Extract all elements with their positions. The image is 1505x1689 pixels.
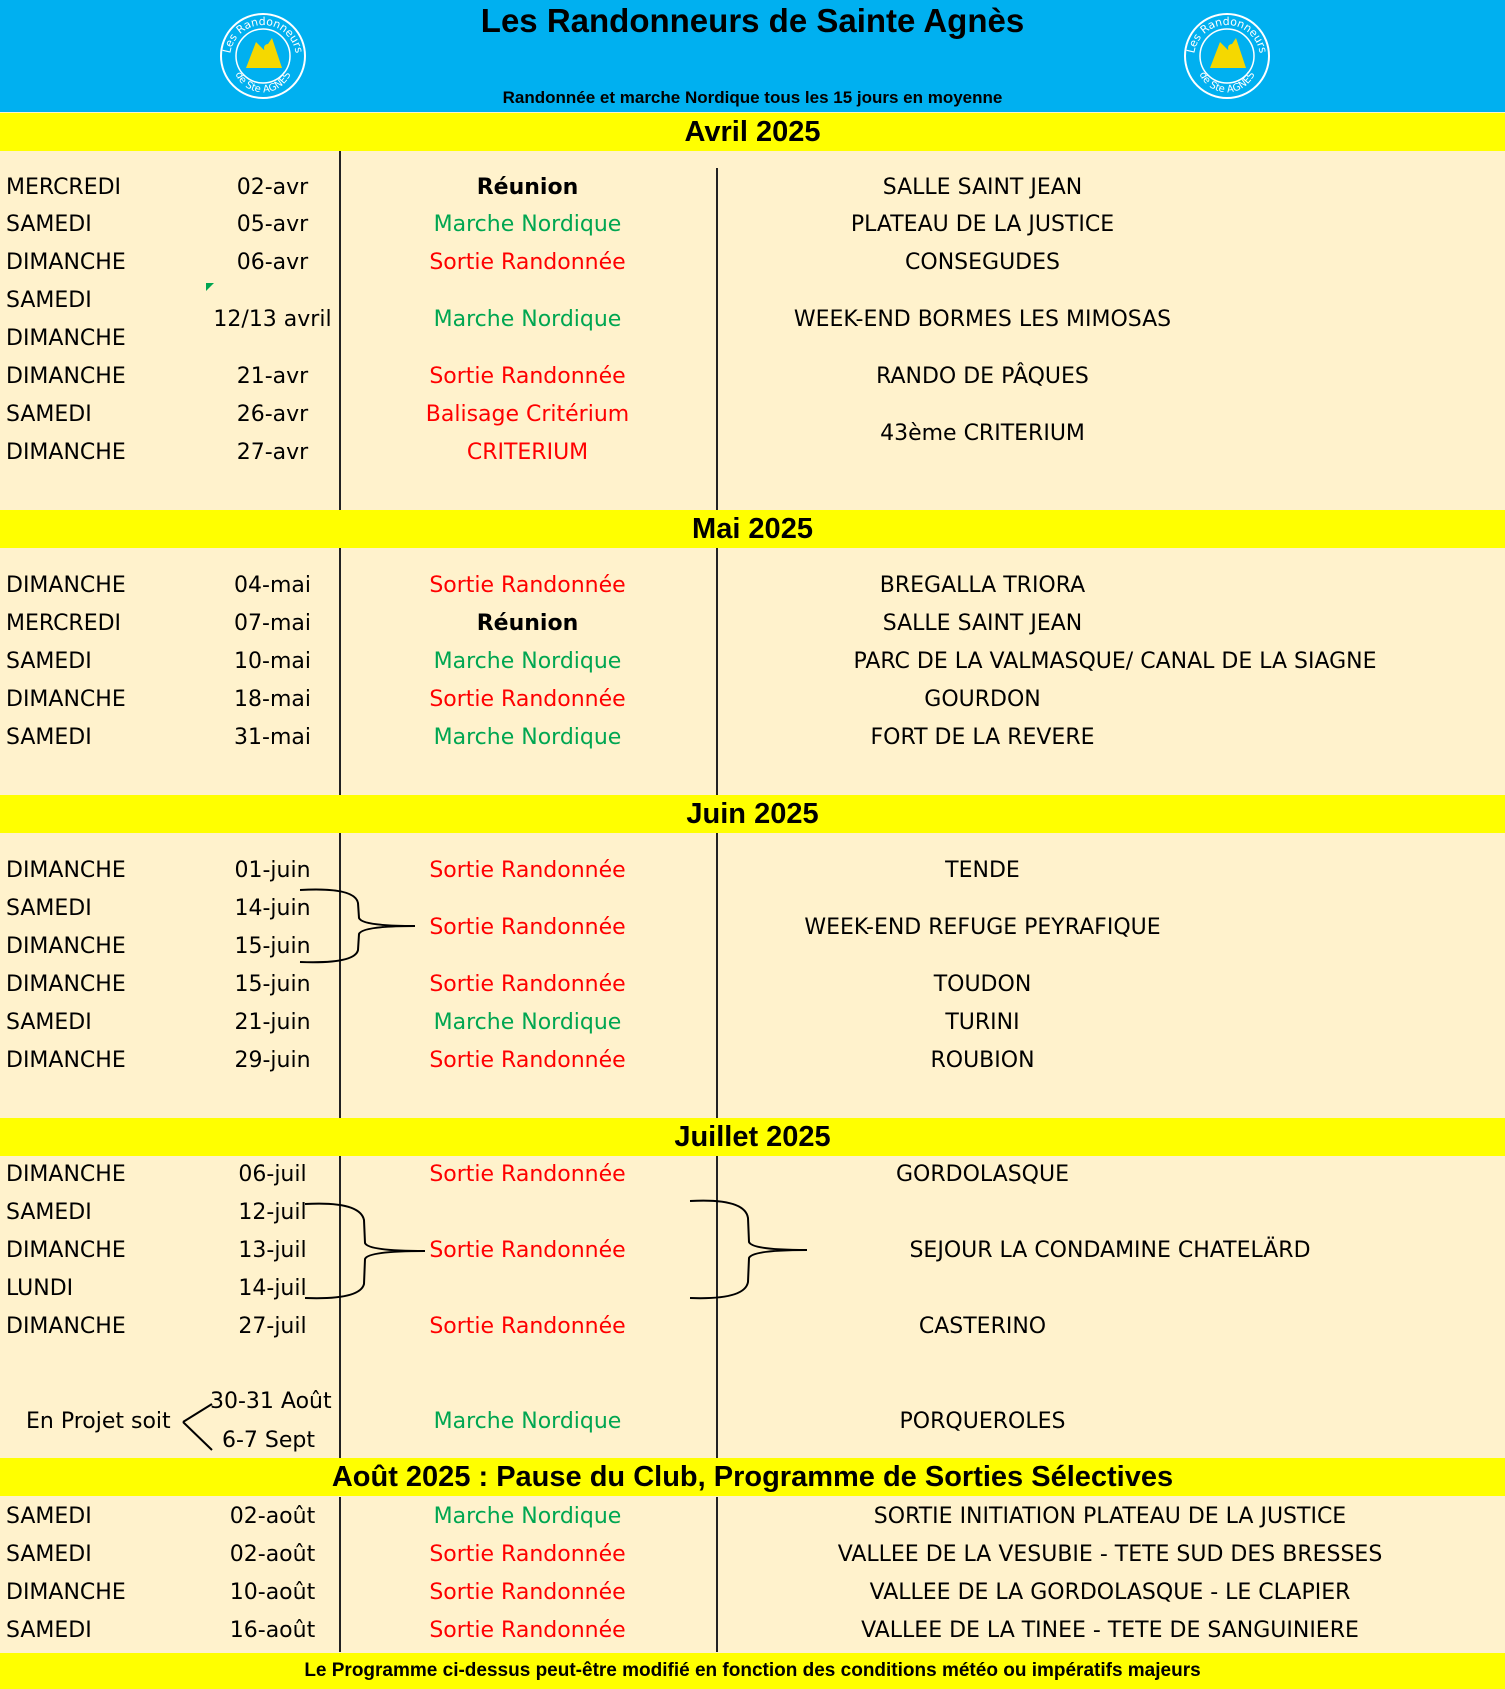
event-date: 06-avr [236, 250, 309, 275]
event-activity: Sortie Randonnée [429, 1580, 626, 1605]
event-place: CASTERINO [918, 1314, 1047, 1339]
event-day: DIMANCHE [6, 858, 126, 883]
event-day: SAMEDI [6, 649, 92, 674]
event-place: PARC DE LA VALMASQUE/ CANAL DE LA SIAGNE [853, 649, 1377, 674]
event-date: 10-août [229, 1580, 316, 1605]
event-date: 21-juin [234, 1010, 311, 1035]
event-date: 6-7 Sept [222, 1428, 316, 1453]
event-day: DIMANCHE [6, 1580, 126, 1605]
event-day: SAMEDI [6, 1010, 92, 1035]
logo-top-text: Les Randonneurs [1184, 14, 1270, 55]
event-activity: Marche Nordique [433, 307, 622, 332]
event-place: GOURDON [924, 687, 1041, 712]
event-day: DIMANCHE [6, 1314, 126, 1339]
event-day: SAMEDI [6, 288, 92, 313]
event-date: 12-juil [238, 1200, 307, 1225]
event-day: SAMEDI [6, 896, 92, 921]
event-date: 30-31 Août [210, 1389, 332, 1414]
event-activity: Marche Nordique [433, 1504, 622, 1529]
column-divider [716, 833, 718, 1118]
event-day: SAMEDI [6, 1200, 92, 1225]
event-date: 14-juil [238, 1276, 307, 1301]
event-activity: Marche Nordique [433, 212, 622, 237]
event-date: 05-avr [236, 212, 309, 237]
event-place: 43ème CRITERIUM [880, 421, 1085, 446]
corner-marker-icon [206, 283, 214, 291]
event-date: 12/13 avril [213, 307, 332, 332]
event-date: 07-mai [234, 611, 311, 636]
column-divider [716, 1156, 718, 1458]
section-header-juin: Juin 2025 [0, 795, 1505, 833]
event-day: DIMANCHE [6, 687, 126, 712]
event-activity: Marche Nordique [433, 1010, 622, 1035]
event-activity: Sortie Randonnée [429, 364, 626, 389]
event-activity: Sortie Randonnée [429, 1238, 626, 1263]
page-title: Les Randonneurs de Sainte Agnès [480, 2, 1025, 39]
event-activity: Sortie Randonnée [429, 1162, 626, 1187]
event-place: RANDO DE PÂQUES [876, 364, 1089, 389]
event-day: DIMANCHE [6, 934, 126, 959]
event-place: GORDOLASQUE [895, 1162, 1069, 1187]
event-day: SAMEDI [6, 212, 92, 237]
event-date: 01-juin [234, 858, 311, 883]
section-header-avril: Avril 2025 [0, 113, 1505, 151]
event-date: 16-août [229, 1618, 316, 1643]
event-date: 14-juin [234, 896, 311, 921]
event-day: DIMANCHE [6, 326, 126, 351]
event-place: SALLE SAINT JEAN [882, 175, 1083, 200]
event-date: 27-avr [236, 440, 309, 465]
event-place: ROUBION [930, 1048, 1035, 1073]
event-activity: CRITERIUM [466, 440, 589, 465]
event-activity: Réunion [476, 611, 579, 636]
event-activity: Marche Nordique [433, 725, 622, 750]
event-activity: Sortie Randonnée [429, 1618, 626, 1643]
event-day: LUNDI [6, 1276, 74, 1301]
event-activity: Sortie Randonnée [429, 915, 626, 940]
event-date: 18-mai [234, 687, 311, 712]
event-day: DIMANCHE [6, 1048, 126, 1073]
event-place: CONSEGUDES [905, 250, 1060, 275]
event-date: 02-août [229, 1542, 316, 1567]
event-place: VALLEE DE LA TINEE - TETE DE SANGUINIERE [861, 1618, 1359, 1643]
project-label: En Projet soit [26, 1409, 171, 1434]
event-place: SALLE SAINT JEAN [882, 611, 1083, 636]
event-activity: Marche Nordique [433, 1409, 622, 1434]
event-date: 02-août [229, 1504, 316, 1529]
event-day: DIMANCHE [6, 972, 126, 997]
page-subtitle: Randonnée et marche Nordique tous les 15 jours en moyenne [502, 88, 1003, 107]
event-day: MERCREDI [6, 175, 122, 200]
event-activity: Sortie Randonnée [429, 858, 626, 883]
section-header-aout: Août 2025 : Pause du Club, Programme de Sorties Sélectives [0, 1458, 1505, 1496]
event-activity: Marche Nordique [433, 649, 622, 674]
event-day: DIMANCHE [6, 440, 126, 465]
event-activity: Sortie Randonnée [429, 250, 626, 275]
event-place: TENDE [945, 858, 1020, 883]
event-place: TOUDON [933, 972, 1032, 997]
column-divider [716, 168, 718, 510]
event-date: 02-avr [236, 175, 309, 200]
event-day: SAMEDI [6, 1618, 92, 1643]
event-day: MERCREDI [6, 611, 122, 636]
event-place: BREGALLA TRIORA [879, 573, 1086, 598]
event-activity: Sortie Randonnée [429, 1542, 626, 1567]
event-place: VALLEE DE LA GORDOLASQUE - LE CLAPIER [869, 1580, 1351, 1605]
column-divider [716, 1497, 718, 1652]
event-day: SAMEDI [6, 725, 92, 750]
event-day: DIMANCHE [6, 364, 126, 389]
event-activity: Balisage Critérium [425, 402, 630, 427]
logo-bottom-text: de Ste AGNES [1196, 70, 1258, 96]
footer-note: Le Programme ci-dessus peut-être modifié en fonction des conditions météo ou impératifs majeurs [0, 1653, 1505, 1689]
event-date: 21-avr [236, 364, 309, 389]
event-day: DIMANCHE [6, 250, 126, 275]
logo-top-text: Les Randonneurs [220, 14, 306, 55]
event-place: TURINI [945, 1010, 1020, 1035]
header-banner [0, 0, 1505, 112]
section-header-juillet: Juillet 2025 [0, 1118, 1505, 1156]
event-place: PORQUEROLES [899, 1409, 1066, 1434]
event-activity: Sortie Randonnée [429, 972, 626, 997]
event-day: SAMEDI [6, 402, 92, 427]
event-date: 13-juil [238, 1238, 307, 1263]
event-place: VALLEE DE LA VESUBIE - TETE SUD DES BRESSES [837, 1542, 1383, 1567]
event-place: FORT DE LA REVERE [870, 725, 1095, 750]
event-date: 06-juil [238, 1162, 307, 1187]
fork-arrow-icon [183, 1404, 212, 1450]
event-day: DIMANCHE [6, 573, 126, 598]
event-date: 04-mai [234, 573, 311, 598]
event-place: PLATEAU DE LA JUSTICE [850, 212, 1115, 237]
event-day: DIMANCHE [6, 1162, 126, 1187]
event-place: SEJOUR LA CONDAMINE CHATELÄRD [909, 1238, 1311, 1263]
column-divider [716, 548, 718, 795]
event-activity: Réunion [476, 175, 579, 200]
event-place: WEEK-END REFUGE PEYRAFIQUE [804, 915, 1161, 940]
event-date: 31-mai [234, 725, 311, 750]
section-header-mai: Mai 2025 [0, 510, 1505, 548]
event-date: 27-juil [238, 1314, 307, 1339]
event-day: DIMANCHE [6, 1238, 126, 1263]
event-date: 10-mai [234, 649, 311, 674]
event-date: 26-avr [236, 402, 309, 427]
event-day: SAMEDI [6, 1504, 92, 1529]
event-place: WEEK-END BORMES LES MIMOSAS [793, 307, 1172, 332]
event-activity: Sortie Randonnée [429, 687, 626, 712]
logo-bottom-text: de Ste AGNES [232, 70, 294, 96]
event-day: SAMEDI [6, 1542, 92, 1567]
event-date: 15-juin [234, 972, 311, 997]
event-activity: Sortie Randonnée [429, 573, 626, 598]
event-activity: Sortie Randonnée [429, 1048, 626, 1073]
event-date: 15-juin [234, 934, 311, 959]
event-activity: Sortie Randonnée [429, 1314, 626, 1339]
event-place: SORTIE INITIATION PLATEAU DE LA JUSTICE [873, 1504, 1347, 1529]
event-date: 29-juin [234, 1048, 311, 1073]
